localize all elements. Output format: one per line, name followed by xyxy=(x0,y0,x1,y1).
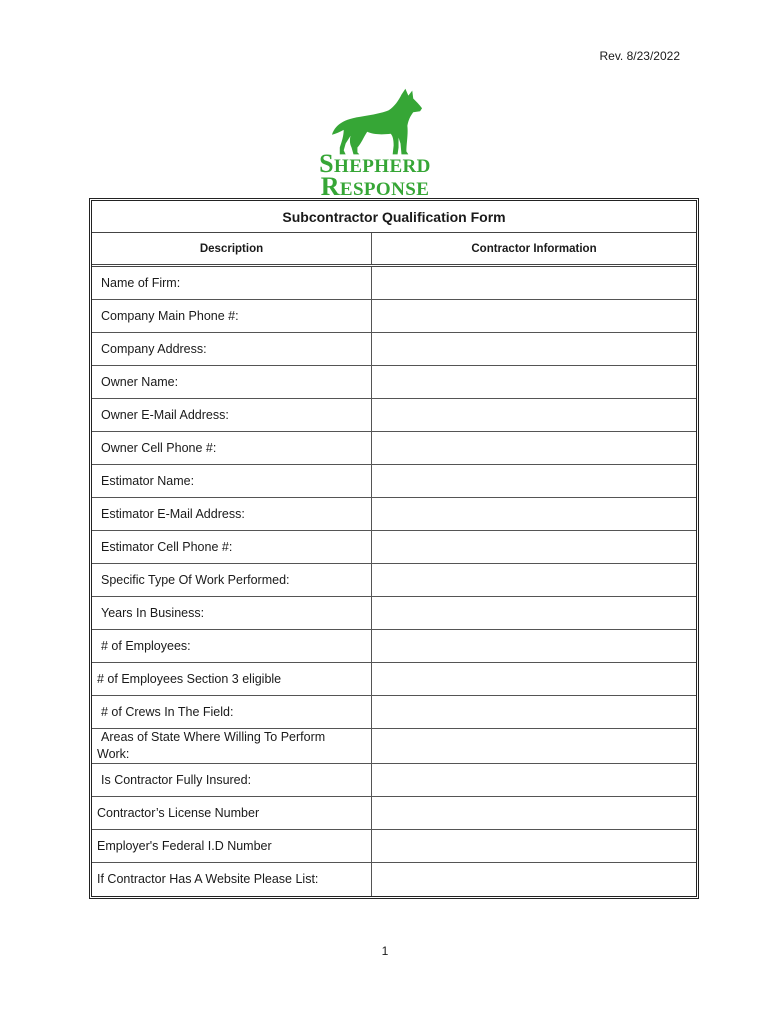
crews-count-label-text: # of Crews In The Field: xyxy=(101,704,234,719)
form-row-service-areas xyxy=(92,729,696,764)
license-number-cell xyxy=(372,797,696,829)
type-of-work-label xyxy=(92,564,372,596)
estimator-email-label xyxy=(92,498,372,530)
name-of-firm-label xyxy=(92,267,372,299)
form-row-years-in-business xyxy=(92,597,696,630)
page-number: 1 xyxy=(381,944,389,958)
company-main-phone-label xyxy=(92,300,372,332)
owner-name-label xyxy=(92,366,372,398)
federal-id-label xyxy=(92,830,372,862)
company-address-cell xyxy=(372,333,696,365)
federal-id-label-text: Employer's Federal I.D Number xyxy=(97,838,272,853)
estimator-name-label xyxy=(92,465,372,497)
form-table xyxy=(89,198,699,899)
owner-email-cell xyxy=(372,399,696,431)
form-row-crews-count xyxy=(92,696,696,729)
section-3-employees-label-text: # of Employees Section 3 eligible xyxy=(97,671,282,686)
employees-count-cell xyxy=(372,630,696,662)
license-number-label xyxy=(92,797,372,829)
license-number-label-text: Contractor’s License Number xyxy=(97,805,260,820)
form-row-federal-id xyxy=(92,830,696,863)
estimator-cell-phone-input[interactable] xyxy=(372,531,696,563)
owner-cell-phone-input[interactable] xyxy=(372,432,696,464)
estimator-name-cell xyxy=(372,465,696,497)
logo-line-shepherd: SHEPHERD xyxy=(319,149,431,178)
years-in-business-input[interactable] xyxy=(372,597,696,629)
employees-count-label-text: # of Employees: xyxy=(101,638,191,653)
estimator-cell-phone-cell xyxy=(372,531,696,563)
owner-cell-phone-label-text: Owner Cell Phone #: xyxy=(101,440,217,455)
contractor-information-column-header: Contractor Information xyxy=(471,242,597,255)
company-address-input[interactable] xyxy=(372,333,696,365)
logo-line-response: RESPONSE xyxy=(320,172,430,201)
insurance-status-label-text: Is Contractor Fully Insured: xyxy=(101,772,252,787)
form-row-license-number xyxy=(92,797,696,830)
name-of-firm-cell xyxy=(372,267,696,299)
form-row-estimator-name xyxy=(92,465,696,498)
section-3-employees-cell xyxy=(372,663,696,695)
owner-email-label xyxy=(92,399,372,431)
estimator-name-input[interactable] xyxy=(372,465,696,497)
form-row-insurance-status xyxy=(92,764,696,797)
years-in-business-cell xyxy=(372,597,696,629)
owner-cell-phone-label xyxy=(92,432,372,464)
company-main-phone-cell xyxy=(372,300,696,332)
owner-cell-phone-cell xyxy=(372,432,696,464)
form-row-company-main-phone xyxy=(92,300,696,333)
estimator-email-input[interactable] xyxy=(372,498,696,530)
type-of-work-cell xyxy=(372,564,696,596)
years-in-business-label xyxy=(92,597,372,629)
company-address-label-text: Company Address: xyxy=(101,341,207,356)
form-row-estimator-cell-phone xyxy=(92,531,696,564)
form-title: Subcontractor Qualification Form xyxy=(92,201,696,233)
estimator-email-label-text: Estimator E-Mail Address: xyxy=(101,506,245,521)
website-input[interactable] xyxy=(372,863,696,896)
crews-count-input[interactable] xyxy=(372,696,696,728)
name-of-firm-input[interactable] xyxy=(372,267,696,299)
form-row-name-of-firm xyxy=(92,267,696,300)
owner-name-input[interactable] xyxy=(372,366,696,398)
company-logo-text xyxy=(300,149,450,201)
estimator-name-label-text: Estimator Name: xyxy=(101,473,195,488)
section-3-employees-label xyxy=(92,663,372,695)
service-areas-cell xyxy=(372,729,696,763)
service-areas-label xyxy=(92,729,372,763)
website-label-text: If Contractor Has A Website Please List: xyxy=(97,872,319,886)
website-label xyxy=(92,863,372,896)
website-cell xyxy=(372,863,696,896)
form-row-estimator-email xyxy=(92,498,696,531)
license-number-input[interactable] xyxy=(372,797,696,829)
german-shepherd-icon xyxy=(330,88,424,156)
form-row-company-address xyxy=(92,333,696,366)
employees-count-input[interactable] xyxy=(372,630,696,662)
federal-id-cell xyxy=(372,830,696,862)
service-areas-input[interactable] xyxy=(372,729,696,763)
form-row-employees-count xyxy=(92,630,696,663)
company-main-phone-input[interactable] xyxy=(372,300,696,332)
estimator-cell-phone-label-text: Estimator Cell Phone #: xyxy=(101,539,233,554)
revision-label: Rev. 8/23/2022 xyxy=(599,49,680,63)
employees-count-label xyxy=(92,630,372,662)
federal-id-input[interactable] xyxy=(372,830,696,862)
form-row-owner-name xyxy=(92,366,696,399)
form-row-website xyxy=(92,863,696,896)
form-row-type-of-work xyxy=(92,564,696,597)
type-of-work-label-text: Specific Type Of Work Performed: xyxy=(101,572,290,587)
form-row-owner-email xyxy=(92,399,696,432)
form-row-owner-cell-phone xyxy=(92,432,696,465)
service-areas-label-text: Areas of State Where Willing To Perform Work: xyxy=(97,730,326,761)
estimator-cell-phone-label xyxy=(92,531,372,563)
form-row-section-3-employees xyxy=(92,663,696,696)
crews-count-label xyxy=(92,696,372,728)
years-in-business-label-text: Years In Business: xyxy=(101,605,205,620)
description-column-header: Description xyxy=(92,233,372,264)
company-address-label xyxy=(92,333,372,365)
owner-email-label-text: Owner E-Mail Address: xyxy=(101,407,229,422)
company-main-phone-label-text: Company Main Phone #: xyxy=(101,308,239,323)
type-of-work-input[interactable] xyxy=(372,564,696,596)
name-of-firm-label-text: Name of Firm: xyxy=(101,275,181,290)
insurance-status-cell xyxy=(372,764,696,796)
owner-name-label-text: Owner Name: xyxy=(101,374,179,389)
crews-count-cell xyxy=(372,696,696,728)
estimator-email-cell xyxy=(372,498,696,530)
table-header-row xyxy=(92,233,696,267)
owner-email-input[interactable] xyxy=(372,399,696,431)
section-3-employees-input[interactable] xyxy=(372,663,696,695)
owner-name-cell xyxy=(372,366,696,398)
insurance-status-label xyxy=(92,764,372,796)
insurance-status-input[interactable] xyxy=(372,764,696,796)
